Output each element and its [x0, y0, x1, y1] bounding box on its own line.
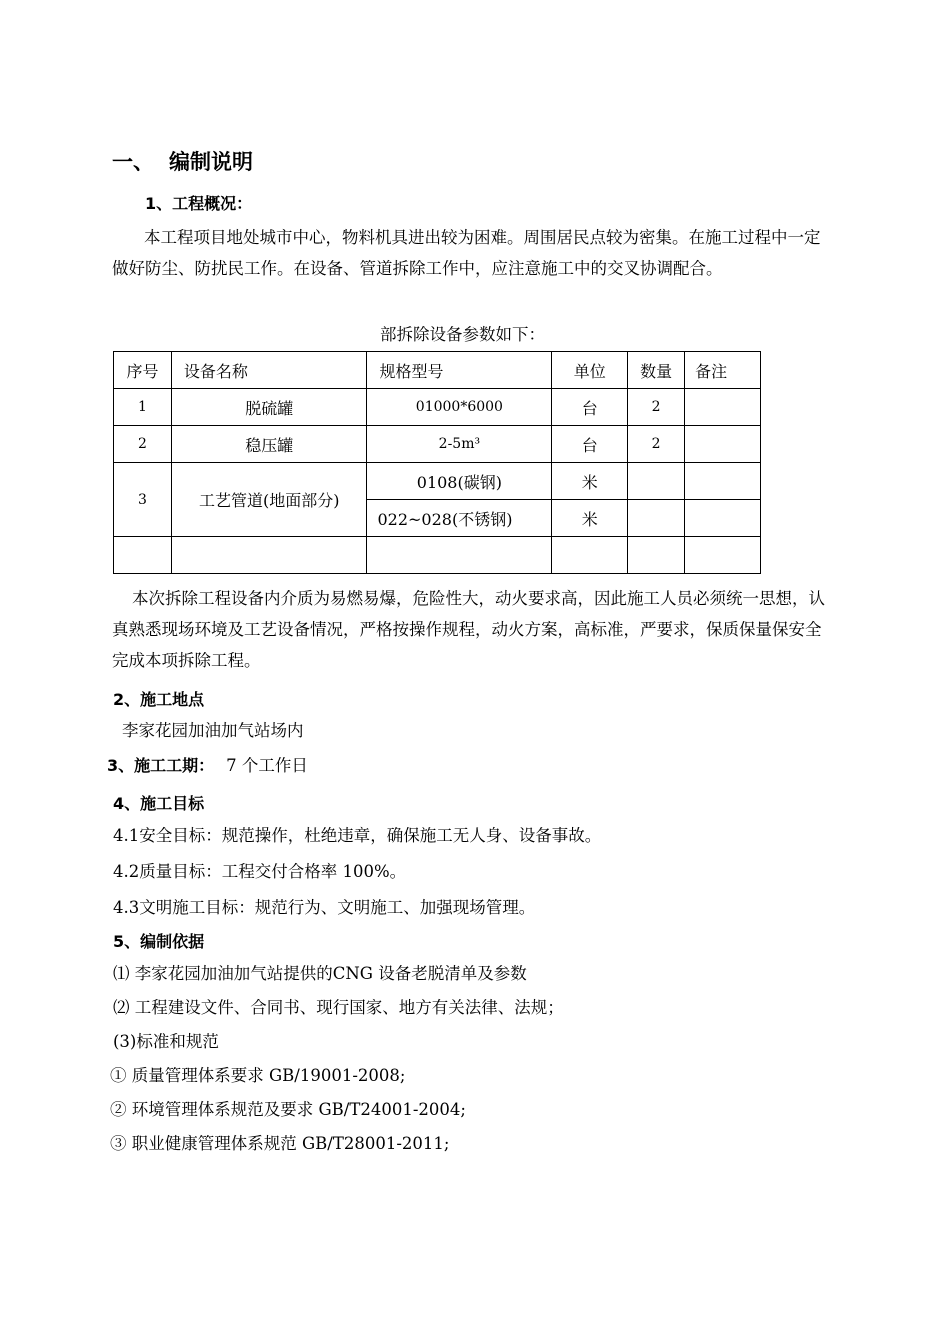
- cell-no: 1: [114, 389, 172, 426]
- cell-note: [685, 426, 761, 463]
- cell-no: 2: [114, 426, 172, 463]
- table-header-row: [114, 352, 761, 389]
- basis-item: ⑴ 李家花园加油加气站提供的CNG 设备老脱清单及参数: [113, 964, 527, 983]
- cell-unit: 台: [552, 389, 628, 426]
- cell-spec: 022~028(不锈钢): [367, 500, 552, 537]
- table-row: [114, 463, 761, 500]
- overview-heading: 1、工程概况：: [145, 194, 253, 213]
- cell-empty: [367, 537, 552, 574]
- section-title-text: 编制说明: [169, 150, 253, 174]
- cell-note: [685, 463, 761, 500]
- basis-heading: 5、编制依据: [113, 932, 205, 951]
- overview-paragraph: 本工程项目地处城市中心，物料机具进出较为困难。周围居民点较为密集。在施工过程中一定做好防尘、防扰民工作。在设备、管道拆除工作中，应注意施工中的交叉协调配合。: [112, 228, 821, 278]
- cell-name: 稳压罐: [171, 426, 367, 463]
- cell-name: 工艺管道(地面部分): [171, 463, 367, 537]
- header-cell-note: 备注: [685, 352, 761, 389]
- cell-unit: 台: [552, 426, 628, 463]
- cell-name: 脱硫罐: [171, 389, 367, 426]
- header-cell-no: 序号: [114, 352, 172, 389]
- equipment-table: [113, 351, 761, 574]
- cell-qty: 2: [628, 389, 685, 426]
- cell-empty: [171, 537, 367, 574]
- cell-spec: 01000*6000: [367, 389, 552, 426]
- basis-item: ① 质量管理体系要求 GB/19001-2008;: [110, 1066, 406, 1085]
- section-title: [112, 146, 253, 176]
- period-text: 7 个工作日: [226, 756, 308, 775]
- basis-item: (3)标准和规范: [113, 1032, 219, 1051]
- cell-spec: 0108(碳钢): [367, 463, 552, 500]
- cell-unit: 米: [552, 463, 628, 500]
- cell-no: 3: [114, 463, 172, 537]
- goal-item: 4.1安全目标：规范操作，杜绝违章，确保施工无人身、设备事故。: [113, 826, 602, 845]
- table-row: [114, 426, 761, 463]
- basis-item: ⑵ 工程建设文件、合同书、现行国家、地方有关法律、法规；: [113, 998, 564, 1017]
- cell-empty: [685, 537, 761, 574]
- cell-unit: 米: [552, 500, 628, 537]
- header-cell-qty: 数量: [628, 352, 685, 389]
- goals-heading: 4、施工目标: [113, 794, 205, 813]
- cell-empty: [628, 537, 685, 574]
- cell-qty: [628, 500, 685, 537]
- table-row: [114, 389, 761, 426]
- goal-item: 4.2质量目标：工程交付合格率 100%。: [113, 862, 407, 881]
- header-cell-unit: 单位: [552, 352, 628, 389]
- basis-item: ② 环境管理体系规范及要求 GB/T24001-2004;: [110, 1100, 466, 1119]
- risk-paragraph: 本次拆除工程设备内介质为易燃易爆，危险性大，动火要求高，因此施工人员必须统一思想，认真熟悉现场环境及工艺设备情况，严格按操作规程，动火方案，高标准，严要求，保质保量保安全完成本项拆除工程。: [112, 589, 825, 670]
- table-caption: 部拆除设备参数如下：: [380, 325, 545, 344]
- cell-note: [685, 389, 761, 426]
- header-cell-name: 设备名称: [171, 352, 367, 389]
- cell-qty: [628, 463, 685, 500]
- cell-qty: 2: [628, 426, 685, 463]
- header-cell-spec: 规格型号: [367, 352, 552, 389]
- table-row-empty: [114, 537, 761, 574]
- period-line: [107, 750, 308, 781]
- location-heading: 2、施工地点: [113, 690, 205, 709]
- period-heading: 3、施工工期：: [107, 756, 215, 775]
- cell-empty: [114, 537, 172, 574]
- cell-note: [685, 500, 761, 537]
- location-text: 李家花园加油加气站场内: [122, 721, 304, 740]
- cell-empty: [552, 537, 628, 574]
- goal-item: 4.3文明施工目标：规范行为、文明施工、加强现场管理。: [113, 898, 536, 917]
- cell-spec: 2-5m³: [367, 426, 552, 463]
- section-number: 一、: [112, 150, 154, 174]
- basis-item: ③ 职业健康管理体系规范 GB/T28001-2011;: [110, 1134, 450, 1153]
